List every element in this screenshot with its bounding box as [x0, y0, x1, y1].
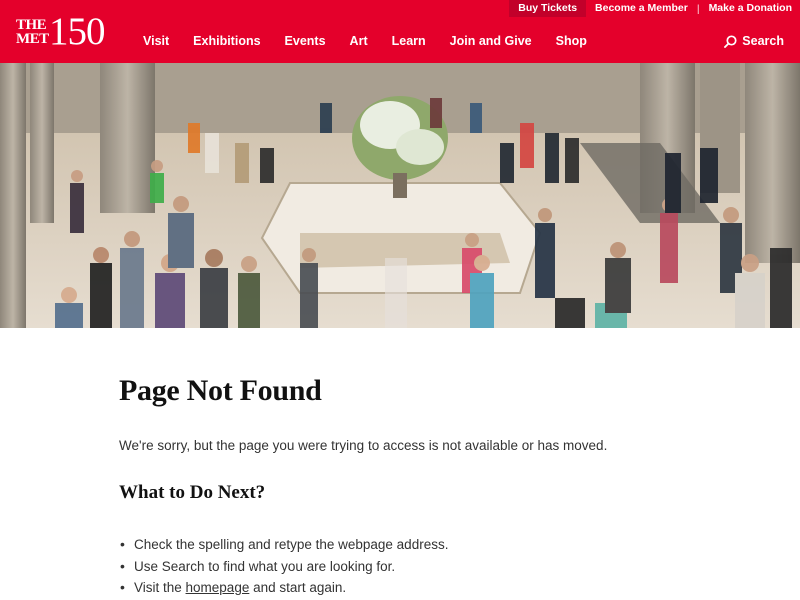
search-icon: [724, 35, 737, 48]
nav-events[interactable]: Events: [284, 34, 326, 48]
utility-separator: |: [696, 2, 700, 15]
nav-join-and-give[interactable]: Join and Give: [449, 34, 532, 48]
make-donation-link[interactable]: Make a Donation: [708, 2, 792, 14]
nav-art[interactable]: Art: [349, 34, 368, 48]
utility-bar: [509, 0, 800, 17]
list-item: • Check the spelling and retype the webpage address.: [134, 534, 739, 556]
site-header: [0, 0, 800, 63]
nav-learn[interactable]: Learn: [391, 34, 426, 48]
next-steps-list: [119, 534, 739, 599]
become-member-link[interactable]: Become a Member: [595, 2, 688, 14]
buy-tickets-link[interactable]: Buy Tickets: [509, 0, 586, 17]
nav-visit[interactable]: Visit: [143, 34, 170, 48]
list-item: [134, 577, 739, 599]
logo-line-1: THE: [16, 17, 47, 33]
met-150-logo[interactable]: [16, 10, 116, 53]
search-label: Search: [742, 34, 784, 48]
great-hall-illustration: [0, 63, 800, 328]
error-message: We're sorry, but the page you were trying to access is not available or has moved.: [119, 438, 608, 453]
step3-suffix: and start again.: [249, 580, 347, 595]
next-steps-heading: What to Do Next?: [119, 482, 266, 503]
logo-line-2: MET: [16, 31, 49, 47]
nav-shop[interactable]: Shop: [555, 34, 587, 48]
step3-prefix: Visit the: [134, 580, 186, 595]
main-content: [119, 328, 739, 599]
page-title: Page Not Found: [119, 374, 322, 407]
nav-exhibitions[interactable]: Exhibitions: [193, 34, 261, 48]
list-item: • Use Search to find what you are looking for.: [134, 556, 739, 578]
hero-image-great-hall: [0, 63, 800, 328]
logo-wordmark: [16, 18, 47, 46]
logo-number: 150: [49, 10, 105, 53]
search-button[interactable]: [724, 34, 784, 48]
main-nav: [131, 34, 599, 48]
homepage-link[interactable]: homepage: [185, 580, 250, 595]
